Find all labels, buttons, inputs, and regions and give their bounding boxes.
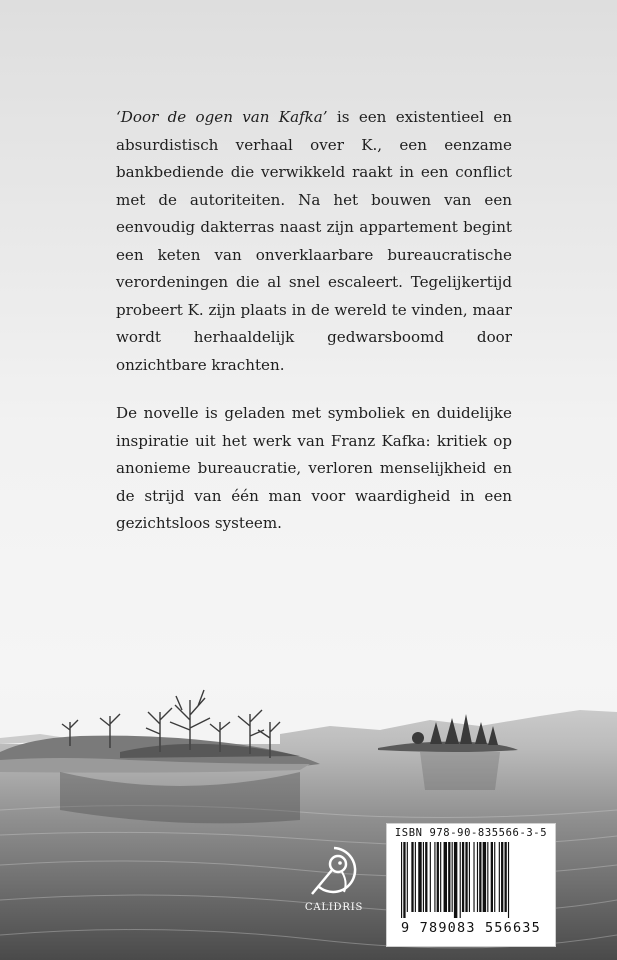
barcode-bar — [430, 842, 431, 912]
barcode-bar — [418, 842, 421, 912]
barcode-bar — [483, 842, 486, 912]
barcode-bar — [454, 842, 457, 918]
barcode-bar — [448, 842, 450, 912]
barcode-bar — [425, 842, 427, 912]
barcode-bar — [469, 842, 470, 912]
calidris-bird-icon — [304, 842, 364, 902]
barcode-bar — [403, 842, 405, 918]
blurb-paragraph-1 — [116, 104, 512, 379]
barcode-bar — [440, 842, 441, 912]
barcode-bars — [401, 842, 541, 918]
barcode-bar — [473, 842, 474, 912]
barcode-bar — [501, 842, 503, 912]
barcode-bar — [407, 842, 408, 912]
isbn-barcode — [386, 823, 556, 947]
barcode-bar — [444, 842, 447, 912]
barcode-bar — [508, 842, 509, 918]
barcode-bar — [494, 842, 495, 912]
barcode-bar — [479, 842, 481, 912]
barcode-bar — [477, 842, 478, 912]
barcode-bar — [465, 842, 467, 912]
barcode-bar — [499, 842, 500, 912]
book-title-italic: ‘Door de ogen van Kafka’ — [116, 108, 328, 126]
barcode-bar — [491, 842, 493, 912]
barcode-bar — [401, 842, 402, 918]
blurb-paragraph-1-text: is een existentieel en absurdistisch verhaal over K., een eenzame bankbediende die verwikkeld raakt in een conflict met de autoriteiten. Na het bouwen van een eenvoudig dakterras naast zijn appartement begint een keten van onverklaarbare bureaucratische verordeningen die al snel escaleert. Tegelijkertijd probeert K. zijn plaats in de wereld te vinden, maar wordt herhaaldelijk gedwarsboomd door onzichtbare krachten. — [116, 108, 513, 374]
barcode-bar — [505, 842, 507, 912]
blurb-paragraph-2: De novelle is geladen met symboliek en duidelijke inspiratie uit het werk van Franz Kafka: kritiek op anonieme bureaucratie, verloren menselijkheid en de strijd van één man voor waardigheid in een gezichtsloos systeem. — [116, 404, 512, 532]
barcode-bar — [462, 842, 464, 912]
isbn-label: ISBN 978-90-835566-3-5 — [394, 827, 548, 839]
ean-digits: 9 789083 556635 — [401, 920, 541, 936]
barcode-bar — [423, 842, 424, 912]
barcode-bar — [487, 842, 488, 912]
barcode-bar — [415, 842, 416, 912]
publisher-name: CALIDRIS — [304, 902, 364, 913]
publisher-logo — [294, 842, 374, 920]
barcode-bar — [411, 842, 413, 912]
barcode-bar — [437, 842, 439, 912]
barcode-bar — [434, 842, 435, 912]
barcode-bar — [460, 842, 461, 918]
barcode-bar — [452, 842, 453, 912]
blurb — [116, 104, 512, 559]
